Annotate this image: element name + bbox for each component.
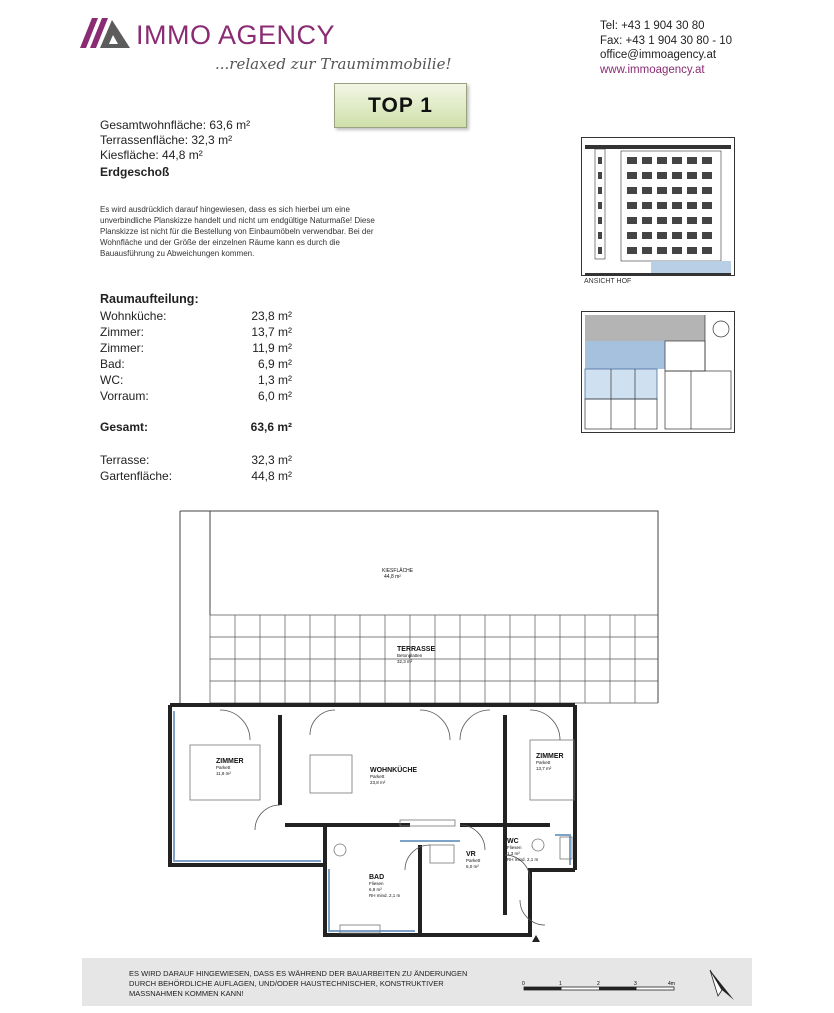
label-vr-area: 6,0 m²: [466, 864, 479, 869]
label-vr: VR: [466, 851, 476, 858]
facade-window: [687, 172, 697, 179]
room-row: [100, 389, 292, 405]
facade-window: [627, 187, 637, 194]
facade-window: [702, 172, 712, 179]
room-row: [100, 309, 292, 325]
label-bad-rh: RH mind. 2,1 m: [369, 893, 401, 898]
room-name: Zimmer:: [100, 325, 144, 339]
facade-window: [672, 247, 682, 254]
facade-window: [702, 187, 712, 194]
rooms-title: Raumaufteilung:: [100, 292, 199, 306]
facade-window: [702, 232, 712, 239]
room-area: 44,8 m²: [251, 469, 292, 483]
facade-window: [672, 187, 682, 194]
label-zimmer-left: ZIMMER: [216, 758, 244, 765]
room-area: 1,3 m²: [257, 373, 292, 387]
room-area: 11,9 m²: [252, 341, 292, 355]
facade-thumbnail: [581, 137, 735, 276]
label-wc: WC: [507, 838, 519, 845]
contact-block: [600, 19, 732, 77]
contact-fax: Fax: +43 1 904 30 80 - 10: [600, 34, 733, 47]
label-kies-area: 44,8 m²: [384, 574, 401, 580]
facade-window: [627, 247, 637, 254]
facade-window: [627, 202, 637, 209]
facade-window: [687, 187, 697, 194]
scale-tick: 2: [597, 981, 600, 987]
label-zimmer-right: ZIMMER: [536, 753, 564, 760]
label-wohnkueche-area: 23,8 m²: [370, 780, 386, 785]
room-name: Vorraum:: [100, 389, 149, 403]
scale-tick: 1: [559, 981, 562, 987]
facade-window: [672, 232, 682, 239]
logo-icon: [80, 18, 132, 48]
facade-window: [687, 157, 697, 164]
facade-window: [702, 217, 712, 224]
label-zimmer-right-sub: Parkett: [536, 760, 551, 765]
room-area: 6,0 m²: [257, 389, 292, 403]
label-kies: KIESFLÄCHE: [382, 568, 414, 574]
scale-bar: [520, 978, 680, 998]
facade-window: [672, 217, 682, 224]
facade-window: [657, 172, 667, 179]
facade-window: [672, 202, 682, 209]
contact-email[interactable]: office@immoagency.at: [600, 49, 717, 61]
facade-window: [598, 172, 602, 179]
room-area: 13,7 m²: [251, 325, 292, 339]
facade-window: [687, 202, 697, 209]
facade-window: [627, 217, 637, 224]
contact-phone: Tel: +43 1 904 30 80: [600, 20, 705, 32]
room-name: Wohnküche:: [100, 309, 167, 323]
living-area: Gesamtwohnfläche: 63,6 m²: [100, 118, 251, 132]
label-bad-area: 6,9 m²: [369, 887, 382, 892]
unit-badge: TOP 1: [334, 83, 467, 128]
facade-window: [598, 232, 602, 239]
label-wc-sub: Fliesen: [507, 845, 522, 850]
room-total-row: [100, 420, 292, 436]
room-total-label: Gesamt:: [100, 420, 149, 434]
room-row: [100, 325, 292, 341]
facade-window: [598, 187, 602, 194]
facade-window: [627, 172, 637, 179]
facade-window: [598, 157, 602, 164]
facade-window: [642, 247, 652, 254]
room-name: Bad:: [100, 357, 125, 371]
facade-window: [642, 232, 652, 239]
label-terrasse-sub: Betonplatten: [397, 653, 423, 658]
facade-window: [672, 157, 682, 164]
room-row: [100, 453, 292, 469]
facade-window: [627, 232, 637, 239]
label-bad-sub: Fliesen: [369, 881, 384, 886]
contact-website[interactable]: www.immoagency.at: [600, 63, 705, 76]
room-row: [100, 469, 292, 485]
terrace-grid: [210, 615, 658, 703]
siteplan-thumbnail: [581, 311, 735, 433]
label-zimmer-left-sub: Parkett: [216, 765, 231, 770]
facade-window: [642, 202, 652, 209]
facade-window: [672, 172, 682, 179]
facade-window: [687, 217, 697, 224]
room-row: [100, 373, 292, 389]
brand-tagline: ...relaxed zur Traumimmobilie!: [215, 55, 452, 73]
facade-window: [598, 217, 602, 224]
facade-window: [657, 232, 667, 239]
facade-window: [642, 217, 652, 224]
area-summary: [100, 118, 250, 180]
scale-tick: 0: [522, 981, 525, 987]
room-total-area: 63,6 m²: [250, 420, 292, 434]
facade-window: [657, 157, 667, 164]
wall-accent: [174, 711, 570, 931]
room-row: [100, 357, 292, 373]
footer-note: ES WIRD DARAUF HINGEWIESEN, DASS ES WÄHREND DER BAUARBEITEN ZU ÄNDERUNGEN DURCH BEHÖRDLICHE AUFLAGEN, UND/ODER HAUSTECHNISCHER, KONSTRUKTIVER MASSNAHMEN KOMMEN KANN!: [129, 969, 468, 998]
facade-window: [642, 172, 652, 179]
facade-window: [642, 157, 652, 164]
label-terrasse-area: 32,3 m²: [397, 659, 413, 664]
facade-window: [598, 202, 602, 209]
terrace-area: Terrassenfläche: 32,3 m²: [100, 133, 233, 147]
room-area: 32,3 m²: [251, 453, 292, 467]
label-wohnkueche-sub: Parkett: [370, 774, 385, 779]
scale-tick: 3: [634, 981, 637, 987]
entrance-marker: [532, 935, 540, 942]
gravel-area-outline: [180, 511, 658, 705]
facade-window: [627, 157, 637, 164]
facade-window: [687, 232, 697, 239]
room-name: Gartenfläche:: [100, 469, 173, 483]
facade-window: [702, 247, 712, 254]
facade-window: [598, 247, 602, 254]
north-arrow-icon: [704, 966, 740, 1004]
label-zimmer-left-area: 11,9 m²: [216, 771, 231, 776]
facade-window: [642, 187, 652, 194]
label-terrasse: TERRASSE: [397, 646, 436, 653]
apartment-walls: [170, 705, 575, 935]
label-wc-area: 1,3 m²: [507, 851, 520, 856]
floor-plan: [160, 505, 660, 945]
label-vr-sub: Parkett: [466, 858, 481, 863]
room-area: 6,9 m²: [257, 357, 292, 371]
facade-window: [657, 217, 667, 224]
facade-window: [687, 247, 697, 254]
room-name: Terrasse:: [100, 453, 150, 467]
brand-name: IMMO AGENCY: [136, 20, 336, 50]
room-area: 23,8 m²: [251, 309, 292, 323]
room-name: Zimmer:: [100, 341, 144, 355]
label-wohnkueche: WOHNKÜCHE: [370, 767, 418, 774]
disclaimer-text: Es wird ausdrücklich darauf hingewiesen, dass es sich hierbei um eine unverbindliche Planskizze handelt und nicht um endgültige Naturmaße! Diese Planskizze ist nicht für die Bestellung von Einbaumöbeln verwendbar. Bei der Wohnfläche und der Größe der einzelnen Räume kann es durch die Bauausführung zu Abweichungen kommen.: [100, 205, 375, 258]
facade-window: [702, 202, 712, 209]
facade-label: ANSICHT HOF: [584, 278, 632, 285]
label-zimmer-right-area: 13,7 m²: [536, 766, 552, 771]
facade-window: [657, 202, 667, 209]
facade-window: [657, 247, 667, 254]
label-wc-rh: RH mind. 2,1 m: [507, 857, 539, 862]
gravel-area: Kiesfläche: 44,8 m²: [100, 148, 203, 162]
facade-window: [702, 157, 712, 164]
label-bad: BAD: [369, 874, 385, 881]
room-name: WC:: [100, 373, 124, 387]
room-row: [100, 341, 292, 357]
scale-tick: 4m: [668, 981, 675, 987]
floor-level: Erdgeschoß: [100, 165, 170, 179]
facade-window: [657, 187, 667, 194]
